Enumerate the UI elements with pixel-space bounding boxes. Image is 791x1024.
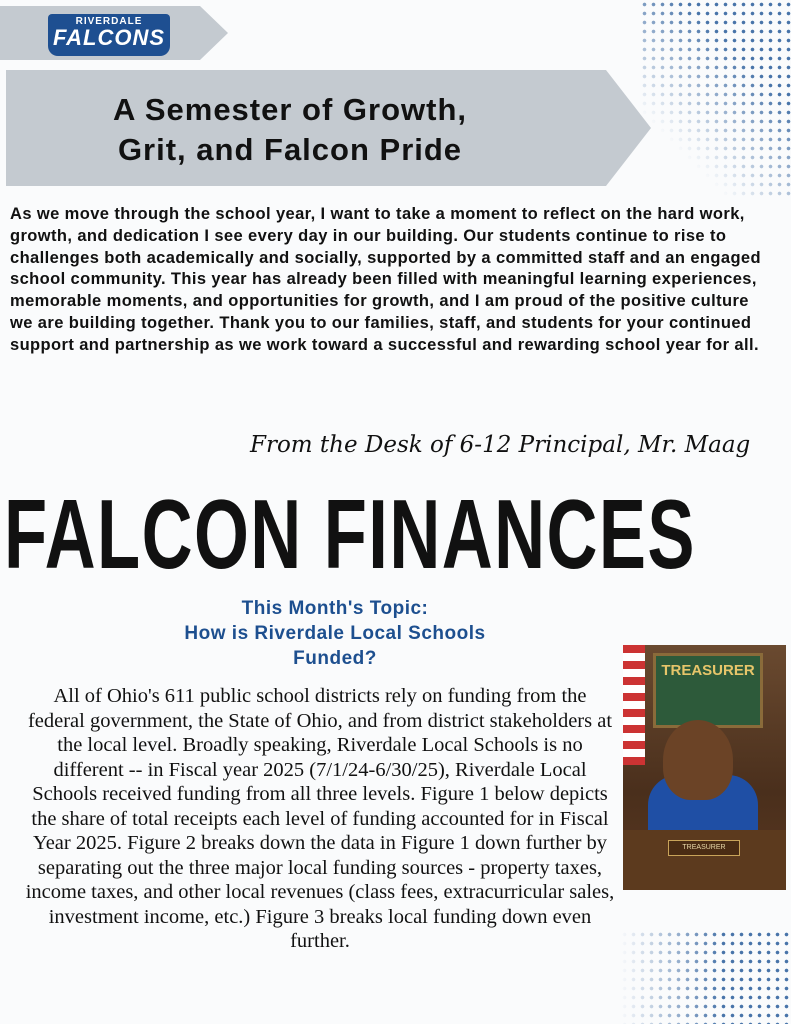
flag-icon bbox=[623, 645, 645, 765]
dot-pattern-top bbox=[640, 0, 791, 200]
topic-question: How is Riverdale Local Schools Funded? bbox=[184, 623, 486, 669]
page-title bbox=[20, 90, 560, 170]
title-line-1: A Semester of Growth, bbox=[112, 92, 468, 127]
title-line-2: Grit, and Falcon Pride bbox=[117, 132, 463, 167]
logo-text-top: RIVERDALE bbox=[75, 16, 143, 27]
topic-label: This Month's Topic: bbox=[241, 598, 429, 619]
treasurer-falcon-illustration bbox=[623, 645, 786, 890]
dot-pattern-bottom bbox=[620, 930, 791, 1024]
falcon-mascot bbox=[663, 720, 733, 800]
treasurer-board: TREASURER bbox=[653, 653, 763, 728]
riverdale-falcons-logo bbox=[48, 14, 170, 56]
principal-signature: From the Desk of 6-12 Principal, Mr. Maag bbox=[250, 432, 751, 458]
section-title: FALCON FINANCES bbox=[4, 479, 696, 589]
name-plate: TREASURER bbox=[668, 840, 740, 856]
logo-text-main: FALCONS bbox=[52, 25, 166, 50]
topic-heading bbox=[170, 596, 500, 671]
principal-message: As we move through the school year, I want to take a moment to reflect on the hard work, growth, and dedication I see every day in our building. Our students continue to rise to challenges both academically and socially, supported by a committed staff and an engaged school community. This year has already been filled with meaningful learning experiences, memorable moments, and opportunities for growth, and I am proud of the positive culture we are building together. Thank you to our families, staff, and students for your continued support and partnership as we work toward a successful and rewarding school year for all. bbox=[10, 205, 761, 354]
desk bbox=[623, 830, 786, 890]
article-body: All of Ohio's 611 public school districts rely on funding from the federal government, the State of Ohio, and from district stakeholders at the local level. Broadly speaking, Riverdale Local Schools is no different -- in Fiscal year 2025 (7/1/24-6/30/25), Riverdale Local Schools received funding from all three levels. Figure 1 below depicts the share of total receipts each level of funding accounted for in Fiscal Year 2025. Figure 2 breaks down the data in Figure 1 down further by separating out the three major local funding sources - property taxes, income taxes, and other local revenues (class fees, extracurricular sales, investment income, etc.) Figure 3 breaks local funding down even further. bbox=[25, 685, 615, 952]
